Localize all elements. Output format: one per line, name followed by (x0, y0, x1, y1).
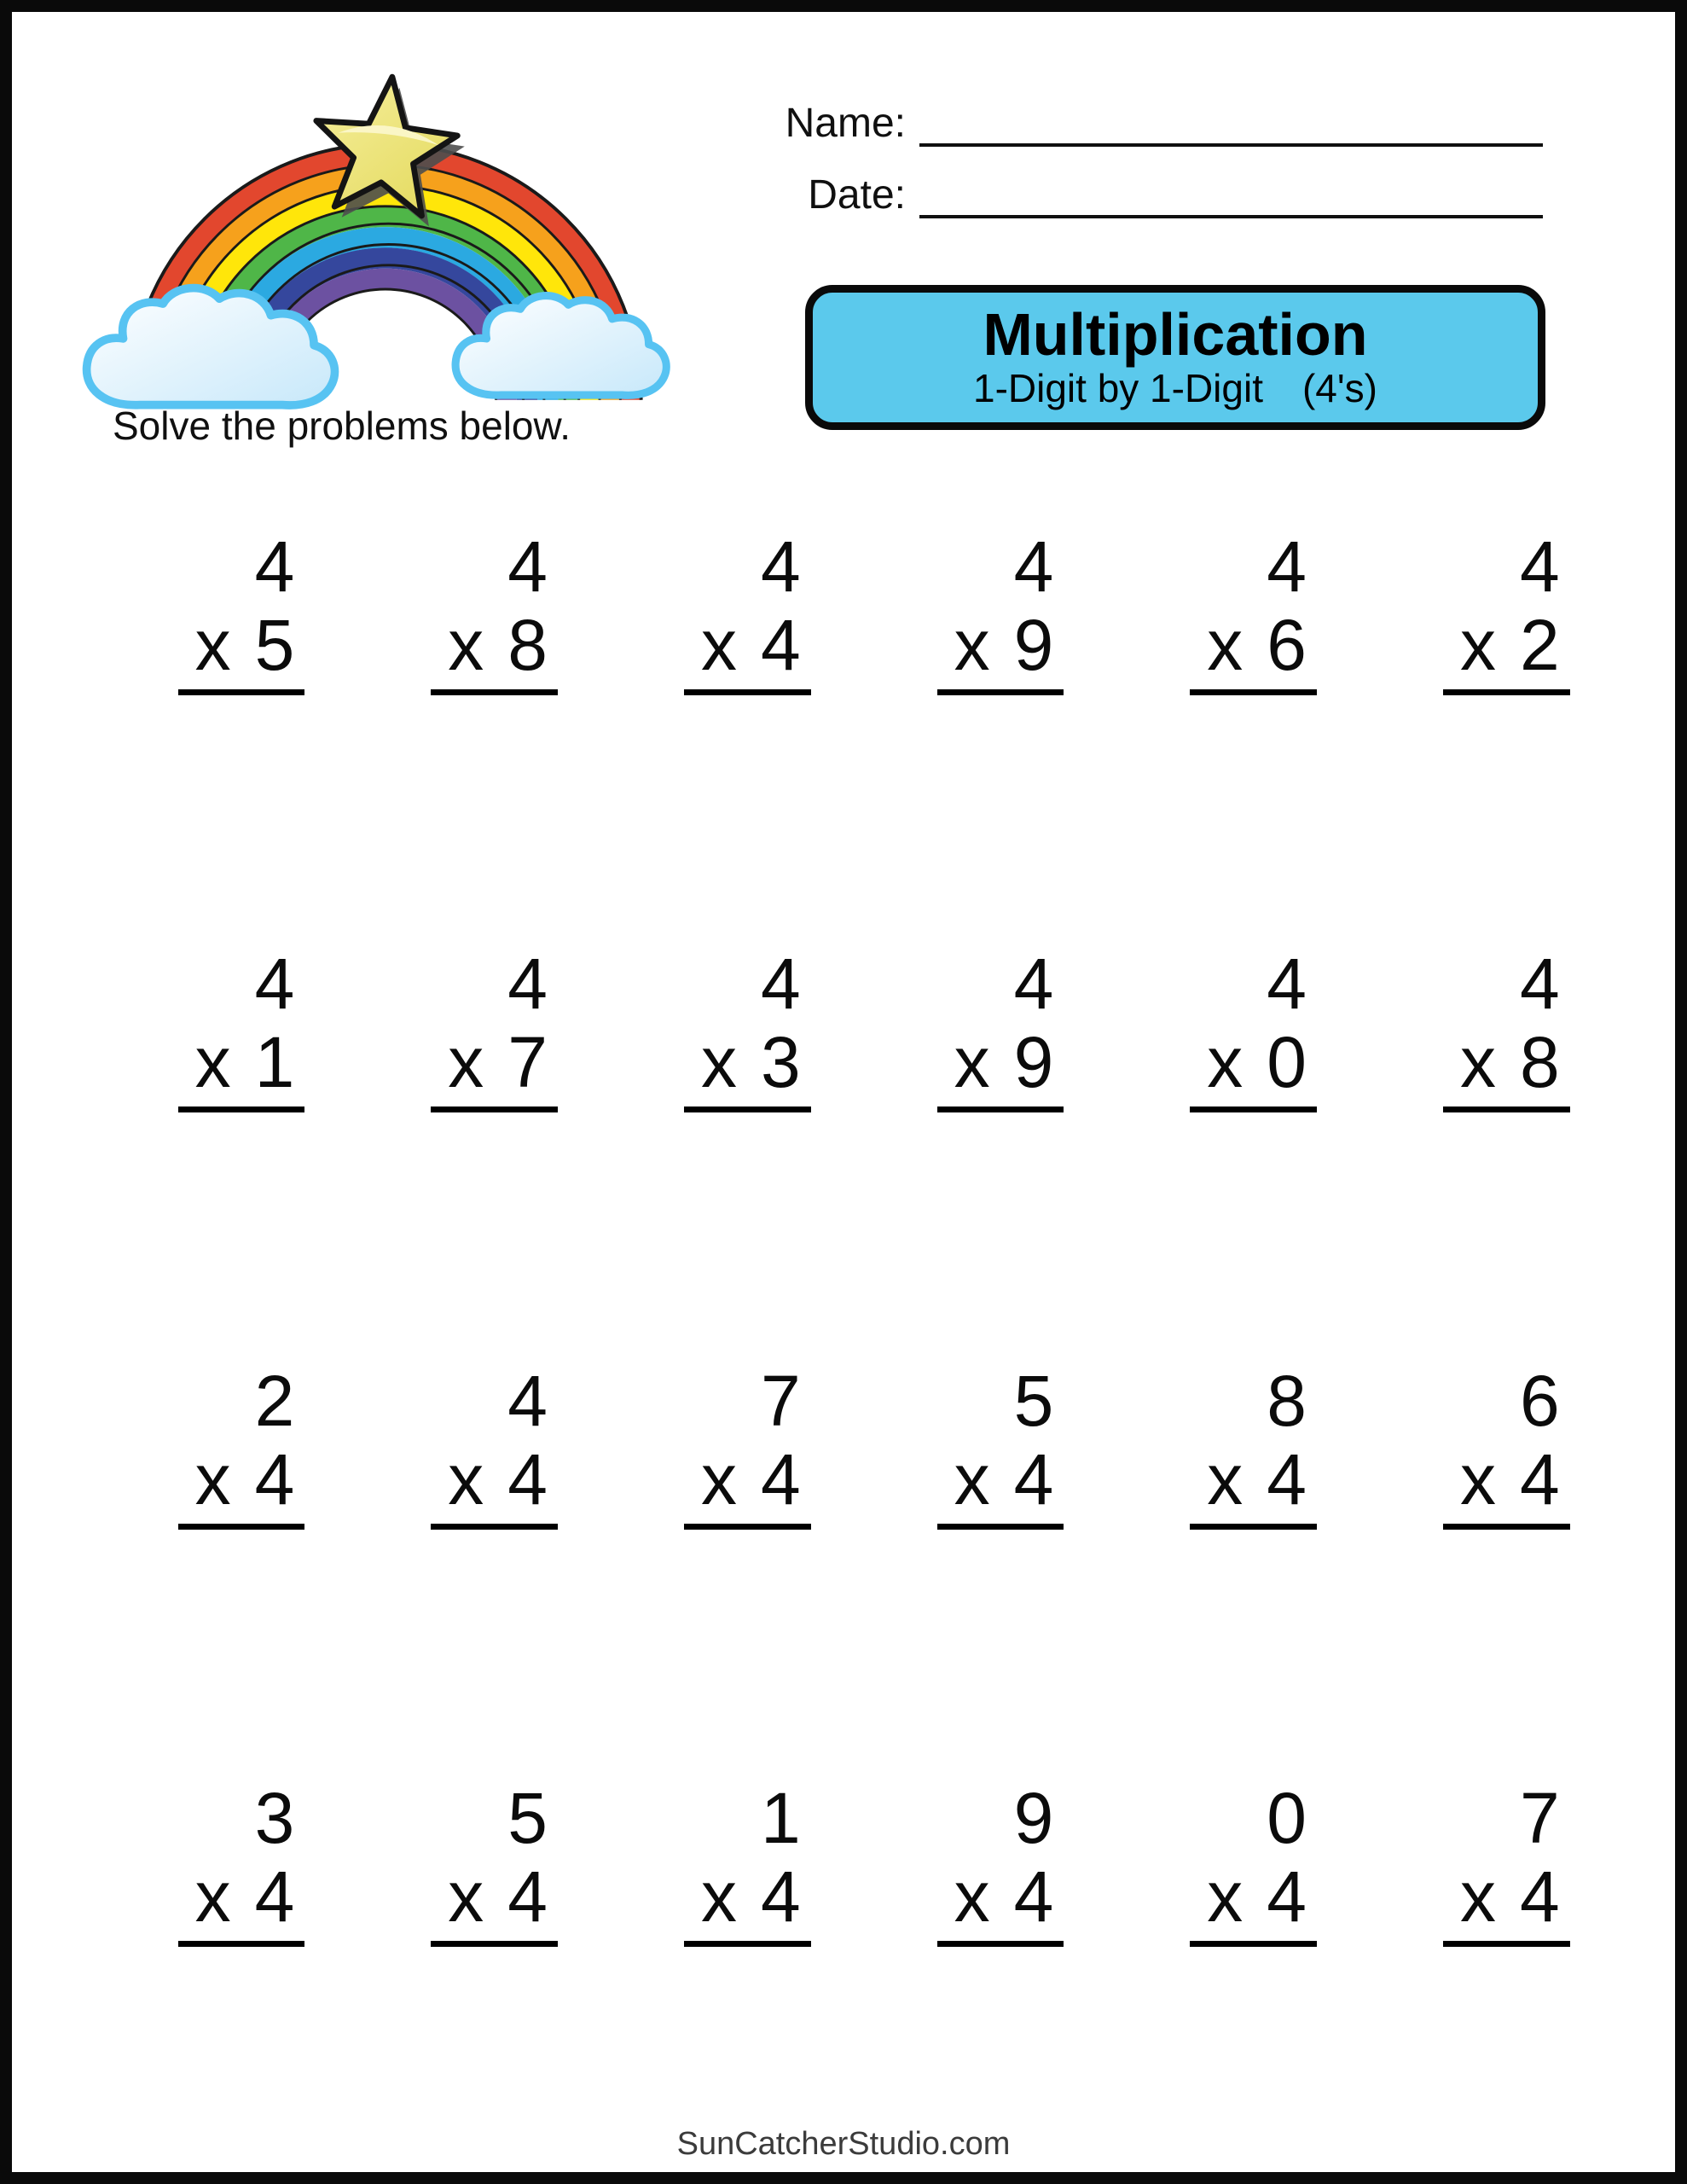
name-label: Name: (785, 101, 906, 147)
multiplier: 4 (1267, 1856, 1307, 1937)
multiply-operator: x (700, 605, 737, 685)
answer-blank[interactable] (1155, 695, 1317, 815)
problem-22 (856, 1760, 1110, 2177)
problem-6 (1362, 508, 1615, 926)
problem-23 (1110, 1760, 1363, 2177)
multiplier: 4 (507, 1439, 548, 1519)
multiplicand: 2 (254, 1361, 295, 1441)
multiplier: 7 (507, 1022, 548, 1102)
problem-3 (603, 508, 856, 926)
problem-11 (1110, 926, 1363, 1343)
problem-17 (1110, 1343, 1363, 1760)
multiplier: 4 (1519, 1856, 1560, 1937)
rainbow-artwork (78, 70, 675, 420)
problem-2 (351, 508, 604, 926)
problem-10 (856, 926, 1110, 1343)
worksheet-subtitle (973, 366, 1377, 411)
problem-12 (1362, 926, 1615, 1343)
multiply-operator: x (194, 605, 231, 685)
multiplier: 4 (1013, 1439, 1054, 1519)
multiplier-row (1443, 1857, 1570, 1947)
multiplicand: 4 (760, 526, 801, 607)
answer-blank[interactable] (396, 1112, 558, 1232)
multiplier-row (937, 606, 1064, 695)
multiplicand: 6 (1519, 1361, 1560, 1441)
multiply-operator: x (954, 1022, 990, 1102)
multiplier-row (1190, 1440, 1317, 1530)
date-row (771, 172, 1543, 218)
multiplicand: 5 (1013, 1361, 1054, 1441)
multiplicand: 4 (1519, 526, 1560, 607)
multiplier-row (937, 1440, 1064, 1530)
multiplicand: 5 (507, 1778, 548, 1858)
multiplier-row (1190, 1023, 1317, 1112)
multiply-operator: x (700, 1439, 737, 1519)
multiply-operator: x (448, 605, 484, 685)
answer-blank[interactable] (1155, 1947, 1317, 2066)
multiply-operator: x (1459, 1856, 1496, 1937)
multiplicand: 3 (254, 1778, 295, 1858)
multiplier: 9 (1013, 1022, 1054, 1102)
title-box (805, 285, 1545, 430)
problem-24 (1362, 1760, 1615, 2177)
multiplier-row (684, 606, 811, 695)
multiplicand: 7 (1519, 1778, 1560, 1858)
multiplicand: 7 (760, 1361, 801, 1441)
problem-7 (97, 926, 351, 1343)
multiply-operator: x (954, 1439, 990, 1519)
answer-blank[interactable] (142, 1530, 304, 1649)
multiplicand: 9 (1013, 1778, 1054, 1858)
answer-blank[interactable] (901, 1947, 1064, 2066)
multiply-operator: x (954, 605, 990, 685)
answer-blank[interactable] (1155, 1530, 1317, 1649)
multiplier-row (937, 1023, 1064, 1112)
answer-blank[interactable] (396, 1947, 558, 2066)
multiplier-row (178, 606, 305, 695)
date-label: Date: (808, 172, 906, 218)
multiply-operator: x (1459, 1022, 1496, 1102)
problem-13 (97, 1343, 351, 1760)
name-row (771, 101, 1543, 147)
problem-19 (97, 1760, 351, 2177)
multiplier-row (431, 1023, 558, 1112)
multiplier-row (1443, 1440, 1570, 1530)
multiplicand: 8 (1267, 1361, 1307, 1441)
problem-15 (603, 1343, 856, 1760)
multiplicand: 4 (507, 944, 548, 1024)
date-line[interactable] (919, 172, 1543, 218)
multiply-operator: x (448, 1439, 484, 1519)
multiplicand: 4 (1267, 944, 1307, 1024)
name-line[interactable] (919, 101, 1543, 147)
multiplier-row (1443, 1023, 1570, 1112)
multiplier: 5 (254, 605, 295, 685)
multiplicand: 1 (760, 1778, 801, 1858)
multiplier: 0 (1267, 1022, 1307, 1102)
problem-16 (856, 1343, 1110, 1760)
problem-18 (1362, 1343, 1615, 1760)
multiplicand: 4 (254, 526, 295, 607)
multiplier: 4 (254, 1439, 295, 1519)
multiplier-row (1443, 606, 1570, 695)
multiply-operator: x (448, 1856, 484, 1937)
problem-5 (1110, 508, 1363, 926)
multiplier-row (1190, 606, 1317, 695)
answer-blank[interactable] (142, 695, 304, 815)
multiplicand: 4 (507, 526, 548, 607)
problem-9 (603, 926, 856, 1343)
multiplier-row (178, 1023, 305, 1112)
answer-blank[interactable] (901, 1530, 1064, 1649)
multiplier: 4 (760, 1439, 801, 1519)
multiply-operator: x (954, 1856, 990, 1937)
name-date-block (771, 101, 1543, 244)
answer-blank[interactable] (1408, 695, 1570, 815)
multiply-operator: x (1207, 1022, 1244, 1102)
multiply-operator: x (1207, 1439, 1244, 1519)
multiplier: 9 (1013, 605, 1054, 685)
multiplier-row (431, 1440, 558, 1530)
multiplicand: 4 (760, 944, 801, 1024)
subtitle-suffix: (4's) (1301, 366, 1377, 411)
multiplier-row (684, 1023, 811, 1112)
multiplier: 3 (760, 1022, 801, 1102)
multiply-operator: x (700, 1022, 737, 1102)
multiply-operator: x (194, 1856, 231, 1937)
multiply-operator: x (1207, 1856, 1244, 1937)
answer-blank[interactable] (142, 1947, 304, 2066)
multiply-operator: x (194, 1022, 231, 1102)
problem-8 (351, 926, 604, 1343)
multiplier: 4 (1267, 1439, 1307, 1519)
problems-grid (97, 508, 1615, 2177)
multiplier-row (178, 1440, 305, 1530)
multiply-operator: x (1207, 605, 1244, 685)
answer-blank[interactable] (1408, 1112, 1570, 1232)
footer-credit: SunCatcherStudio.com (676, 2126, 1011, 2162)
multiplier-row (178, 1857, 305, 1947)
subtitle-text: 1-Digit by 1-Digit (972, 366, 1263, 411)
problem-20 (351, 1760, 604, 2177)
answer-blank[interactable] (1408, 1947, 1570, 2066)
answer-blank[interactable] (649, 1947, 811, 2066)
multiplicand: 4 (1267, 526, 1307, 607)
answer-blank[interactable] (1408, 1530, 1570, 1649)
worksheet-title: Multiplication (983, 300, 1368, 368)
answer-blank[interactable] (396, 1530, 558, 1649)
multiplier-row (937, 1857, 1064, 1947)
multiplier: 6 (1267, 605, 1307, 685)
problem-21 (603, 1760, 856, 2177)
multiplier: 4 (1013, 1856, 1054, 1937)
multiply-operator: x (700, 1856, 737, 1937)
multiplicand: 0 (1267, 1778, 1307, 1858)
multiplier-row (1190, 1857, 1317, 1947)
multiplicand: 4 (1013, 944, 1054, 1024)
answer-blank[interactable] (901, 1112, 1064, 1232)
answer-blank[interactable] (901, 695, 1064, 815)
problem-1 (97, 508, 351, 926)
multiplier: 4 (507, 1856, 548, 1937)
answer-blank[interactable] (1155, 1112, 1317, 1232)
multiplicand: 4 (1013, 526, 1054, 607)
multiplier-row (431, 606, 558, 695)
multiplier: 8 (1519, 1022, 1560, 1102)
multiplier: 4 (254, 1856, 295, 1937)
multiply-operator: x (1459, 605, 1496, 685)
multiply-operator: x (194, 1439, 231, 1519)
problem-4 (856, 508, 1110, 926)
multiplier: 8 (507, 605, 548, 685)
answer-blank[interactable] (142, 1112, 304, 1232)
multiplier: 1 (254, 1022, 295, 1102)
multiplicand: 4 (254, 944, 295, 1024)
multiply-operator: x (1459, 1439, 1496, 1519)
multiply-operator: x (448, 1022, 484, 1102)
multiplier-row (684, 1440, 811, 1530)
instruction-text: Solve the problems below. (113, 404, 571, 448)
answer-blank[interactable] (396, 695, 558, 815)
multiplier: 4 (1519, 1439, 1560, 1519)
multiplier-row (431, 1857, 558, 1947)
multiplicand: 4 (1519, 944, 1560, 1024)
multiplier: 2 (1519, 605, 1560, 685)
problem-14 (351, 1343, 604, 1760)
multiplier: 4 (760, 605, 801, 685)
multiplier-row (684, 1857, 811, 1947)
multiplicand: 4 (507, 1361, 548, 1441)
answer-blank[interactable] (649, 1112, 811, 1232)
multiplier: 4 (760, 1856, 801, 1937)
answer-blank[interactable] (649, 1530, 811, 1649)
answer-blank[interactable] (649, 695, 811, 815)
